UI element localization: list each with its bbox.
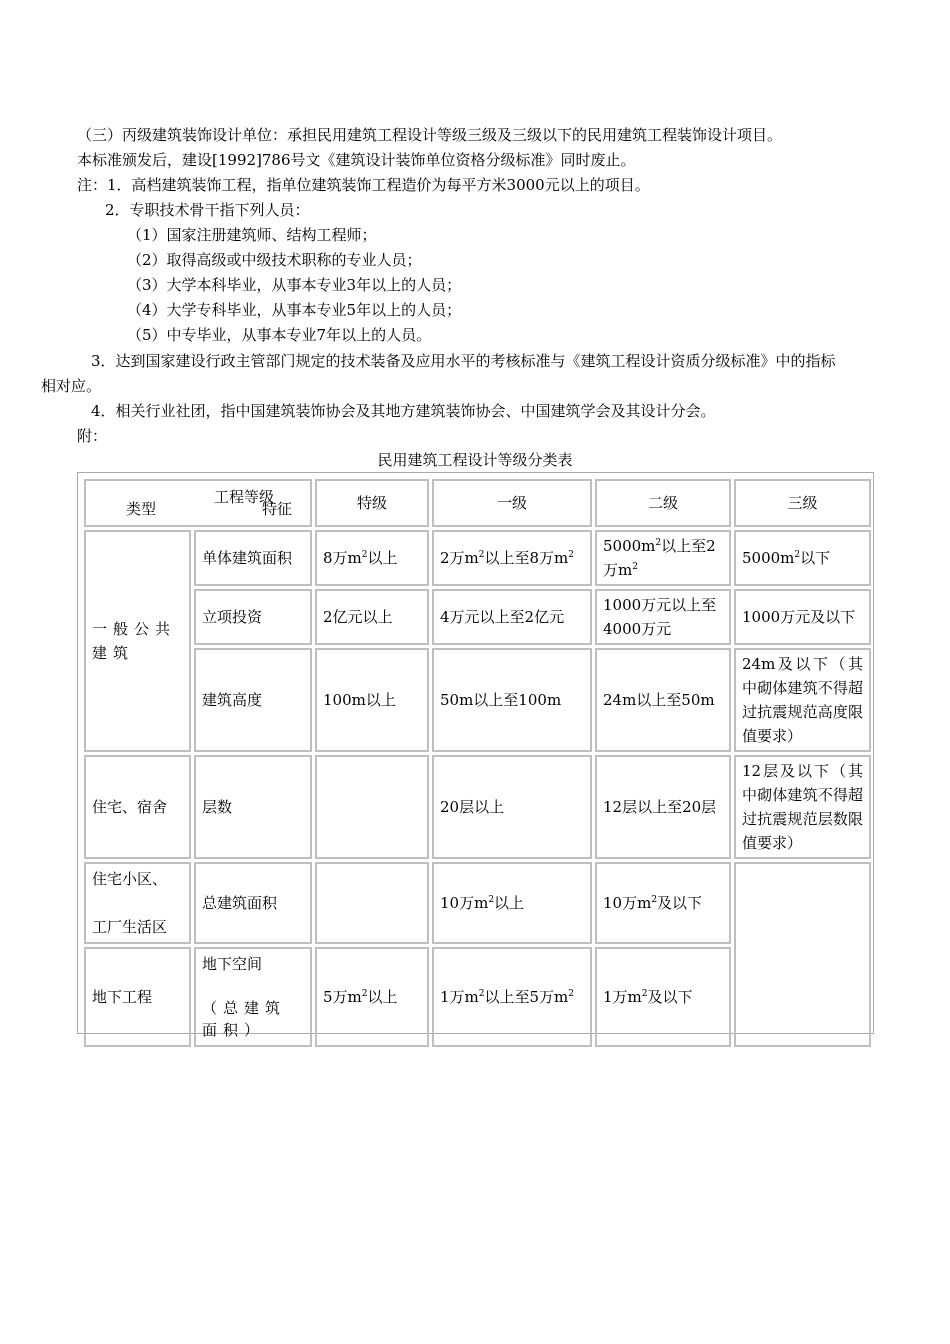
table-row xyxy=(84,589,871,645)
group-housing: 住宅、宿舍 xyxy=(84,755,191,859)
header-feature-label: 特征 xyxy=(261,500,292,518)
note-4: 4．相关行业社团，指中国建筑装饰协会及其地方建筑装饰协会、中国建筑学会及其设计分会。 xyxy=(91,402,716,420)
cell-floors-special xyxy=(315,755,429,859)
table-row xyxy=(84,530,871,586)
feature-floors: 层数 xyxy=(194,755,312,859)
group-residential-district: 住宅小区、 工厂生活区 xyxy=(84,862,191,944)
diagonal-header-cell xyxy=(84,479,312,527)
cell-total-area-first: 10万$m^2$以上 xyxy=(432,862,592,944)
table-row xyxy=(84,648,871,752)
cell-underground-first: 1万$m^2$以上至5万$m^2$ xyxy=(432,947,592,1047)
cell-height-third: 24m及以下（其中砌体建筑不得超过抗震规范高度限值要求） xyxy=(734,648,871,752)
cell-height-second: 24m以上至50m xyxy=(595,648,731,752)
table-row xyxy=(84,862,871,944)
cell-height-special: 100m以上 xyxy=(315,648,429,752)
cell-area-first: 2万$m^2$以上至8万$m^2$ xyxy=(432,530,592,586)
note-1: 注：1．高档建筑装饰工程，指单位建筑装饰工程造价为每平方米3000元以上的项目。 xyxy=(77,176,650,194)
note-2-item-4: （4）大学专科毕业，从事本专业5年以上的人员； xyxy=(127,301,462,319)
cell-floors-third: 12层及以下（其中砌体建筑不得超过抗震规范层数限值要求） xyxy=(734,755,871,859)
feature-height: 建筑高度 xyxy=(194,648,312,752)
table-caption: 民用建筑工程设计等级分类表 xyxy=(377,451,573,469)
header-first-grade: 一级 xyxy=(432,479,592,527)
header-third-grade: 三级 xyxy=(734,479,871,527)
cell-total-area-special xyxy=(315,862,429,944)
cell-invest-third: 1000万元及以下 xyxy=(734,589,871,645)
cell-invest-special: 2亿元以上 xyxy=(315,589,429,645)
feature-unit-area: 单体建筑面积 xyxy=(194,530,312,586)
cell-invest-second: 1000万元以上至4000万元 xyxy=(595,589,731,645)
header-grade-label: 工程等级 xyxy=(213,488,274,506)
cell-underground-special: 5万$m^2$以上 xyxy=(315,947,429,1047)
note-2: 2．专职技术骨干指下列人员： xyxy=(105,201,310,219)
grade-table xyxy=(77,472,874,1039)
note-2-item-2: （2）取得高级或中级技术职称的专业人员； xyxy=(127,251,422,269)
cell-underground-second: 1万$m^2$及以下 xyxy=(595,947,731,1047)
header-special-grade: 特级 xyxy=(315,479,429,527)
cell-height-first: 50m以上至100m xyxy=(432,648,592,752)
cell-blank-third xyxy=(734,862,871,1047)
cell-area-third: $5000m^2$以下 xyxy=(734,530,871,586)
cell-area-second: $5000m^2$以上至2万$m^2$ xyxy=(595,530,731,586)
table-row xyxy=(84,755,871,859)
note-2-item-3: （3）大学本科毕业，从事本专业3年以上的人员； xyxy=(127,276,462,294)
cell-floors-first: 20层以上 xyxy=(432,755,592,859)
group-underground: 地下工程 xyxy=(84,947,191,1047)
feature-underground-space: 地下空间 （总建筑面积） xyxy=(194,947,312,1047)
table-header-row xyxy=(84,479,871,527)
paragraph-bing-level: （三）丙级建筑装饰设计单位：承担民用建筑工程设计等级三级及三级以下的民用建筑工程装饰设计项目。 xyxy=(77,126,783,144)
feature-total-area: 总建筑面积 xyxy=(194,862,312,944)
cell-area-special: 8万$m^2$以上 xyxy=(315,530,429,586)
header-second-grade: 二级 xyxy=(595,479,731,527)
header-type-label: 类型 xyxy=(126,500,157,518)
group-public-building: 一般公共建筑 xyxy=(84,530,191,752)
cell-floors-second: 12层以上至20层 xyxy=(595,755,731,859)
note-3-line-2: 相对应。 xyxy=(41,377,102,395)
note-3-line-1: 3．达到国家建设行政主管部门规定的技术装备及应用水平的考核标准与《建筑工程设计资质分级标准》中的指标 xyxy=(91,352,836,370)
feature-investment: 立项投资 xyxy=(194,589,312,645)
appendix-label: 附： xyxy=(77,427,108,445)
paragraph-abolish: 本标准颁发后，建设[1992]786号文《建筑设计装饰单位资格分级标准》同时废止。 xyxy=(77,151,636,169)
cell-total-area-second: 10万$m^2$及以下 xyxy=(595,862,731,944)
note-2-item-1: （1）国家注册建筑师、结构工程师； xyxy=(127,226,377,244)
cell-invest-first: 4万元以上至2亿元 xyxy=(432,589,592,645)
note-2-item-5: （5）中专毕业，从事本专业7年以上的人员。 xyxy=(127,326,432,344)
